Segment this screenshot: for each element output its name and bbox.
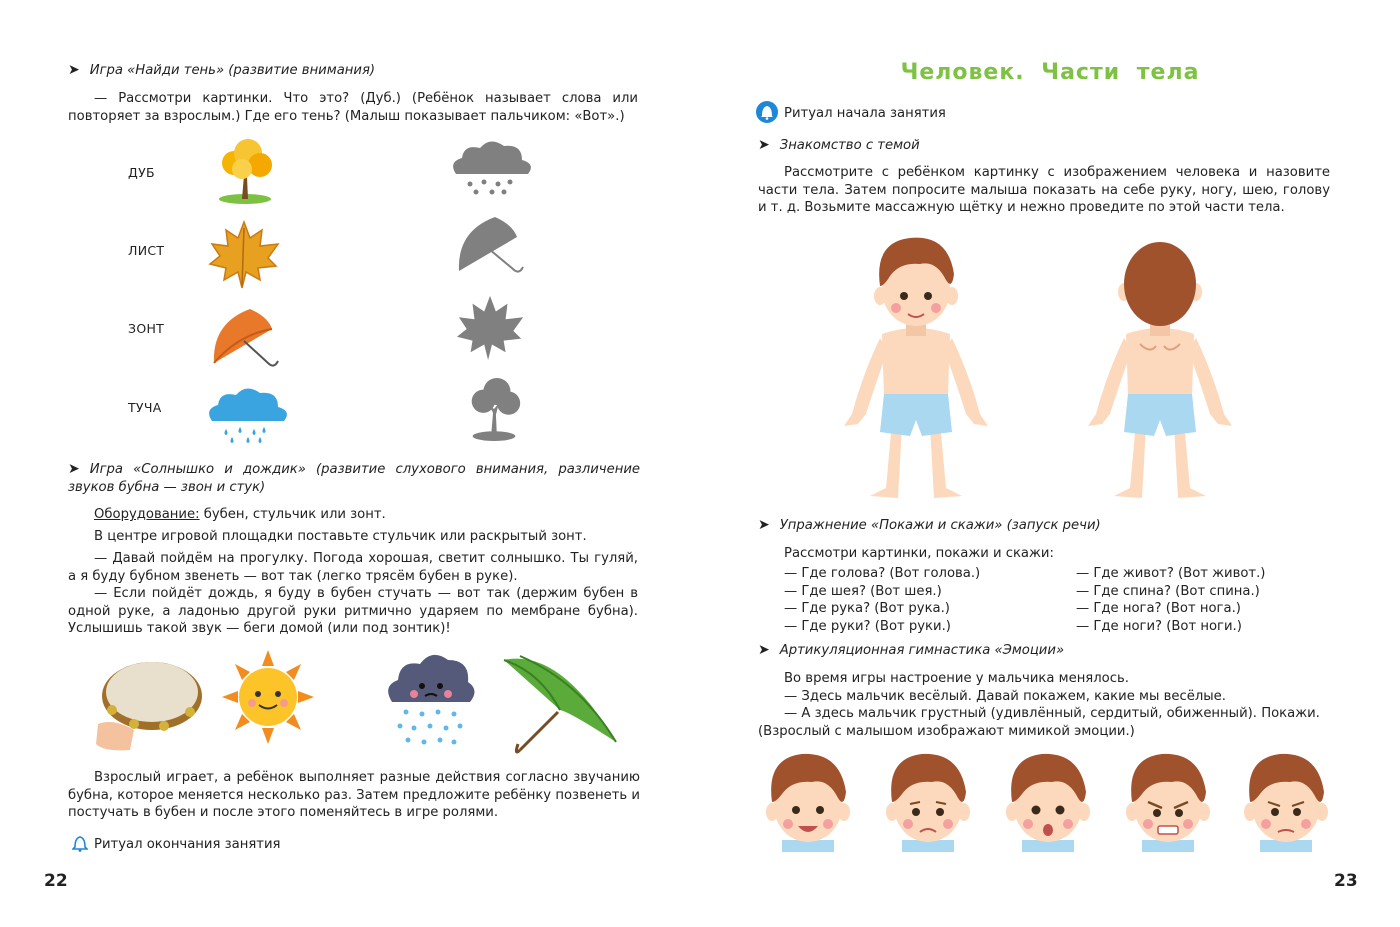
offended-face-icon <box>1238 752 1334 852</box>
exercise-intro: Рассмотри картинки, покажи и скажи: <box>784 546 1054 561</box>
qa-item: — Где рука? (Вот рука.) <box>784 601 950 616</box>
game1-heading: ➤ Игра «Найди тень» (развитие внимания) <box>68 62 376 78</box>
qa-item: — Где руки? (Вот руки.) <box>784 618 951 634</box>
equipment-text: бубен, стульчик или зонт. <box>199 507 386 522</box>
paragraph-1: В центре игровой площадки поставьте стульчик или раскрытый зонт. <box>94 529 587 544</box>
tree-shadow-icon <box>462 372 526 444</box>
boy-front-illustration <box>840 226 992 508</box>
page-number-right: 23 <box>1334 871 1358 891</box>
rain-cloud-icon <box>202 383 292 447</box>
artic-heading: ➤ Артикуляционная гимнастика «Эмоции» <box>758 642 1065 658</box>
page-title: Человек. Части тела <box>900 60 1200 85</box>
equipment-line <box>94 506 634 524</box>
qa-item: — Где ноги? (Вот ноги.) <box>1076 618 1242 634</box>
umbrella-shadow-icon <box>455 213 527 279</box>
umbrella-icon <box>208 305 284 373</box>
qa-item: — Где шея? (Вот шея.) <box>784 583 942 599</box>
arrow-bullet-icon: ➤ <box>68 461 80 477</box>
topic-heading: ➤ Знакомство с темой <box>758 137 920 153</box>
boy-back-illustration <box>1084 226 1236 508</box>
paragraph-3: — Если пойдёт дождь, я буду в бубен стучать — вот так (держим бубен в одной руке, а ладонью другой руки ритмично ударяем по мембране бубна). Услышишь такой звук — беги домой (или под зонтик)! <box>68 586 638 636</box>
ritual-end: Ритуал окончания занятия <box>72 834 280 854</box>
sad-face-icon <box>880 752 976 852</box>
word-umbrella: ЗОНТ <box>128 321 165 336</box>
qa-left-list <box>784 565 1074 635</box>
cloud-shadow-icon <box>448 138 534 200</box>
happy-face-icon <box>760 752 856 852</box>
arrow-bullet-icon: ➤ <box>68 62 80 78</box>
bell-icon <box>756 101 778 123</box>
qa-item: — Где живот? (Вот живот.) <box>1076 566 1266 581</box>
bell-icon <box>72 834 88 852</box>
arrow-bullet-icon: ➤ <box>758 137 770 153</box>
word-cloud: ТУЧА <box>128 400 162 415</box>
leaf-shadow-icon <box>455 292 527 362</box>
game2-heading: ➤ Игра «Солнышко и дождик» (развитие слухового внимания, различение звуков бубна — звон и стук) <box>68 461 640 495</box>
sad-cloud-icon <box>382 648 478 752</box>
word-oak: ДУБ <box>128 165 155 180</box>
sun-icon <box>222 650 314 744</box>
exercise-heading: ➤ Упражнение «Покажи и скажи» (запуск речи) <box>758 517 1101 533</box>
emotion-faces <box>760 752 1335 852</box>
green-umbrella-icon <box>500 652 620 756</box>
game1-text: — Рассмотри картинки. Что это? (Дуб.) (Ребёнок называет слова или повторяет за взрослым.) Где его тень? (Малыш показывает пальчиком: «Вот».) <box>68 91 638 124</box>
artic-line: — Здесь мальчик весёлый. Давай покажем, какие мы весёлые. <box>784 688 1226 704</box>
tambourine-icon <box>94 654 206 754</box>
arrow-bullet-icon: ➤ <box>758 642 770 658</box>
page-number-left: 22 <box>44 871 68 891</box>
arrow-bullet-icon: ➤ <box>758 517 770 533</box>
paragraph-2: — Давай пойдём на прогулку. Погода хорошая, светит солнышко. Ты гуляй, а я буду бубном звенеть — вот так (легко трясём бубен в руке). <box>68 551 638 584</box>
qa-item: — Где нога? (Вот нога.) <box>1076 601 1241 616</box>
maple-leaf-icon <box>208 218 282 290</box>
artic-line: — А здесь мальчик грустный (удивлённый, сердитый, обиженный). Покажи. <box>784 706 1320 721</box>
word-leaf: ЛИСТ <box>128 243 165 258</box>
qa-right-list <box>1076 565 1336 635</box>
angry-face-icon <box>1120 752 1216 852</box>
artic-text <box>758 670 1332 740</box>
qa-item: — Где голова? (Вот голова.) <box>784 566 981 581</box>
oak-tree-icon <box>212 135 278 205</box>
topic-text: Рассмотрите с ребёнком картинку с изображением человека и назовите части тела. Затем попросите малыша показать на себе руку, ногу, шею, голову и т. д. Возьмите массажную щётку и нежно проведите по этой части тела. <box>758 165 1330 215</box>
equipment-label: Оборудование: <box>94 507 200 522</box>
qa-item: — Где спина? (Вот спина.) <box>1076 583 1260 599</box>
artic-line: (Взрослый с малышом изображают мимикой эмоции.) <box>758 723 1135 739</box>
artic-line: Во время игры настроение у мальчика менялось. <box>784 671 1129 686</box>
paragraph-4: Взрослый играет, а ребёнок выполняет разные действия согласно звучанию бубна, которое меняется несколько раз. Затем предложите ребёнку позвенеть и постучать в бубен и после этого поменяйтесь в игре ролями. <box>68 770 640 820</box>
surprised-face-icon <box>1000 752 1096 852</box>
ritual-start: Ритуал начала занятия <box>756 101 946 123</box>
